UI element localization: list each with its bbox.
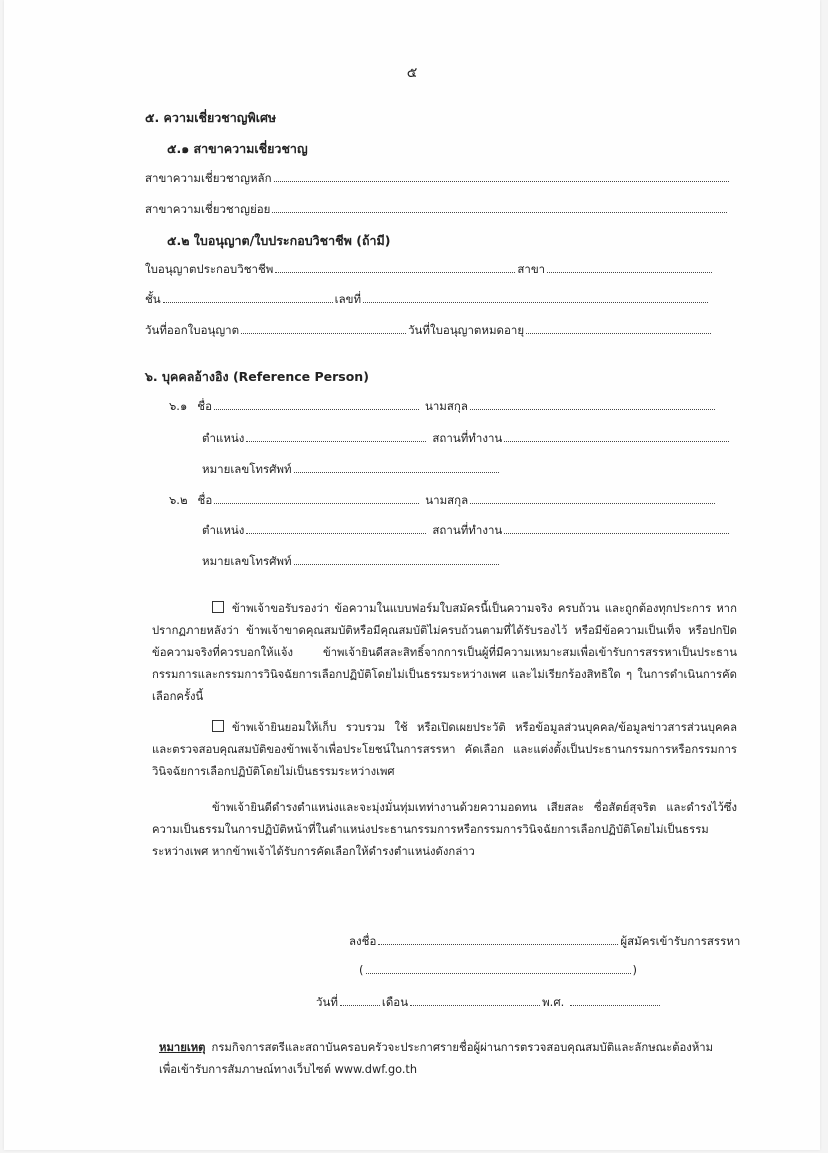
ref1-position-input[interactable] — [246, 432, 426, 442]
ref1-workplace-label: สถานที่ทำงาน — [432, 431, 503, 445]
ref1-name-row — [169, 398, 717, 416]
ref2-name-label: ชื่อ — [197, 493, 213, 507]
date-row — [316, 994, 662, 1012]
year-label: พ.ศ. — [542, 995, 565, 1009]
ref2-position-row — [202, 522, 731, 540]
declaration-1-text: ข้าพเจ้าขอรับรองว่า ข้อความในแบบฟอร์มใบสมัครนี้เป็นความจริง ครบถ้วน และถูกต้องทุกประการ หากปรากฏภายหลังว่า ข้าพเจ้าขาดคุณสมบัติหรือมีคุณสมบัติไม่ครบถ้วนตามที่ได้รับรองไว้ หรือมีข้อความเป็นเท็จ หรือปกปิดข้อความจริงที่ควรบอกให้แจ้ง ข้าพเจ้ายินดีสละสิทธิ์จากการเป็นผู้ที่มีความเหมาะสมเพื่อเข้ารับการสรรหาเป็นประธานกรรมการและกรรมการวินิจฉัยการเลือกปฏิบัติโดยไม่เป็นธรรมระหว่างเพศ และไม่เรียกร้องสิทธิใด ๆ ในการดำเนินการคัดเลือกครั้งนี้ — [152, 602, 737, 703]
declaration-3 — [152, 797, 737, 863]
ref1-phone-input[interactable] — [294, 463, 499, 473]
license-input[interactable] — [275, 263, 515, 273]
declaration-2-checkbox[interactable] — [212, 720, 224, 732]
footnote — [159, 1037, 729, 1081]
ref2-surname-input[interactable] — [470, 494, 715, 504]
ref2-position-input[interactable] — [246, 524, 426, 534]
ref2-phone-label: หมายเลขโทรศัพท์ — [202, 554, 292, 568]
ref1-position-row — [202, 430, 731, 448]
declaration-3-text: ข้าพเจ้ายินดีดำรงตำแหน่งและจะมุ่งมั่นทุ่มเทท่างานด้วยความอดทน เสียสละ ซื่อสัตย์สุจริต และดำรงไว้ซึ่งความเป็นธรรมในการปฏิบัติหน้าที่ในตำแหน่งประธานกรรมการหรือกรรมการวินิจฉัยการเลือกปฏิบัติโดยไม่เป็นธรรมระหว่างเพศ หากข้าพเจ้าได้รับการคัดเลือกให้ดำรงตำแหน่งดังกล่าว — [152, 801, 737, 858]
declaration-1 — [152, 598, 737, 708]
signature-input[interactable] — [378, 935, 618, 945]
declaration-2-text: ข้าพเจ้ายินยอมให้เก็บ รวบรวม ใช้ หรือเปิดเผยประวัติ หรือข้อมูลส่วนบุคคล/ข้อมูลข่าวสารส่วนบุคคล และตรวจสอบคุณสมบัติของข้าพเจ้าเพื่อประโยชน์ในการสรรหา คัดเลือก และแต่งตั้งเป็นประธานกรรมการหรือกรรมการวินิจฉัยการเลือกปฏิบัติโดยไม่เป็นธรรมระหว่างเพศ — [152, 721, 737, 778]
main-field-input[interactable] — [274, 172, 729, 182]
main-field-row — [145, 170, 731, 188]
expire-date-label: วันที่ใบอนุญาตหมดอายุ — [408, 323, 525, 337]
ref2-workplace-label: สถานที่ทำงาน — [432, 523, 503, 537]
issue-date-label: วันที่ออกใบอนุญาต — [145, 323, 240, 337]
sub-field-row — [145, 201, 729, 219]
number-input[interactable] — [363, 293, 708, 303]
printed-name-input[interactable] — [366, 964, 631, 974]
ref2-name-input[interactable] — [214, 494, 419, 504]
paren-open: ( — [359, 963, 364, 977]
declaration-1-checkbox[interactable] — [212, 601, 224, 613]
level-input[interactable] — [163, 293, 333, 303]
sub-field-label: สาขาความเชี่ยวชาญย่อย — [145, 202, 271, 216]
level-row — [145, 291, 710, 309]
paren-close: ) — [632, 963, 637, 977]
ref2-name-row — [169, 492, 717, 510]
branch-input[interactable] — [547, 263, 712, 273]
ref1-phone-row — [202, 461, 501, 479]
declaration-2 — [152, 717, 737, 783]
number-label: เลขที่ — [334, 292, 362, 306]
signature-row — [349, 933, 740, 951]
ref2-prefix: ๖.๒ — [169, 493, 188, 507]
license-label: ใบอนุญาตประกอบวิชาชีพ — [145, 262, 274, 276]
ref2-phone-row — [202, 553, 501, 571]
expire-date-input[interactable] — [526, 324, 711, 334]
applicant-role-label: ผู้สมัครเข้ารับการสรรหา — [620, 934, 741, 948]
note-text: กรมกิจการสตรีและสถาบันครอบครัวจะประกาศรายชื่อผู้ผ่านการตรวจสอบคุณสมบัติและลักษณะต้องห้ามเพื่อเข้ารับการสัมภาษณ์ทางเว็บไซต์ www.dwf.go.th — [159, 1041, 714, 1076]
name-paren-row — [359, 963, 637, 977]
sign-label: ลงชื่อ — [349, 934, 377, 948]
ref2-phone-input[interactable] — [294, 555, 499, 565]
ref1-position-label: ตำแหน่ง — [202, 431, 245, 445]
ref2-workplace-input[interactable] — [504, 524, 729, 534]
ref1-surname-label: นามสกุล — [424, 399, 468, 413]
branch-label: สาขา — [517, 262, 546, 276]
document-page — [4, 0, 820, 1150]
year-input[interactable] — [570, 996, 660, 1006]
ref1-phone-label: หมายเลขโทรศัพท์ — [202, 462, 292, 476]
day-input[interactable] — [340, 996, 380, 1006]
license-row — [145, 261, 714, 279]
level-label: ชั้น — [145, 292, 161, 306]
ref2-position-label: ตำแหน่ง — [202, 523, 245, 537]
note-label: หมายเหตุ — [159, 1041, 206, 1054]
ref1-name-label: ชื่อ — [197, 399, 212, 413]
month-input[interactable] — [410, 996, 540, 1006]
section-6-title: ๖. บุคคลอ้างอิง (Reference Person) — [145, 369, 369, 384]
date-label: วันที่ — [316, 995, 338, 1009]
section-5-2-title: ๕.๒ ใบอนุญาต/ใบประกอบวิชาชีพ (ถ้ามี) — [167, 233, 391, 248]
ref1-prefix: ๖.๑ — [169, 399, 188, 413]
main-field-label: สาขาความเชี่ยวชาญหลัก — [145, 171, 272, 185]
ref1-workplace-input[interactable] — [504, 432, 729, 442]
sub-field-input[interactable] — [272, 203, 727, 213]
issue-date-input[interactable] — [241, 324, 406, 334]
section-5-1-title: ๕.๑ สาขาความเชี่ยวชาญ — [167, 141, 308, 156]
section-5-title: ๕. ความเชี่ยวชาญพิเศษ — [145, 110, 277, 125]
ref1-name-input[interactable] — [214, 400, 419, 410]
dates-row — [145, 322, 713, 340]
page-number: ๕ — [406, 65, 418, 81]
month-label: เดือน — [381, 995, 409, 1009]
ref1-surname-input[interactable] — [470, 400, 715, 410]
ref2-surname-label: นามสกุล — [425, 493, 469, 507]
